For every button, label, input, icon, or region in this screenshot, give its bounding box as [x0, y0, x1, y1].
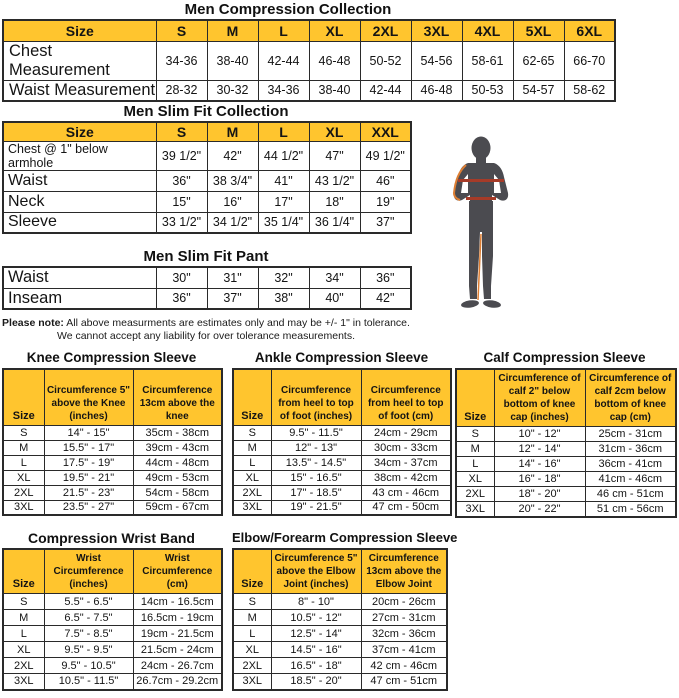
value-cell: 34 1/2" [207, 212, 258, 233]
value-cell: 19cm - 21.5cm [133, 626, 222, 642]
value-cell: 46-48 [309, 41, 360, 80]
table-row [3, 594, 222, 610]
value-cell: 9.5" - 10.5" [44, 658, 133, 674]
value-cell: 14.5" - 16" [271, 642, 361, 658]
row-label: S [3, 425, 44, 440]
value-cell: 41" [258, 170, 309, 191]
tolerance-note [0, 317, 412, 343]
row-label: XL [3, 470, 44, 485]
row-label: M [3, 610, 44, 626]
value-cell: 34cm - 37cm [361, 455, 451, 470]
value-cell: 19" - 21.5" [271, 500, 361, 515]
value-cell: 46 cm - 51cm [585, 487, 676, 502]
value-cell: 16" - 18" [494, 472, 585, 487]
row-label: L [233, 626, 271, 642]
column-header: Circumference from heel to top of foot (inches) [271, 369, 361, 425]
column-header: M [207, 122, 258, 141]
row-label: L [3, 455, 44, 470]
row-label: 3XL [456, 502, 494, 517]
table-row [3, 288, 411, 309]
row-label: Sleeve [3, 212, 156, 233]
value-cell: 36cm - 41cm [585, 457, 676, 472]
column-header: XL [309, 20, 360, 41]
value-cell: 21.5cm - 24cm [133, 642, 222, 658]
table-row [3, 626, 222, 642]
row-label: S [456, 427, 494, 442]
table-row [233, 642, 447, 658]
column-header: Wrist Circumference (inches) [44, 549, 133, 594]
value-cell: 47 cm - 51cm [361, 674, 447, 690]
table-row [3, 212, 411, 233]
value-cell: 17" [258, 191, 309, 212]
value-cell: 19.5" - 21" [44, 470, 133, 485]
row-label: 2XL [233, 658, 271, 674]
ankle-sleeve-title: Ankle Compression Sleeve [254, 350, 429, 365]
value-cell: 42-44 [258, 41, 309, 80]
row-label: 2XL [456, 487, 494, 502]
value-cell: 9.5" - 9.5" [44, 642, 133, 658]
row-label: 3XL [233, 674, 271, 690]
tolerance-note-label: Please note: [2, 317, 64, 329]
chest-measure-line [458, 179, 504, 182]
value-cell: 14" - 16" [494, 457, 585, 472]
value-cell: 24cm - 29cm [361, 425, 451, 440]
column-header: Circumference of calf 2cm below bottom of knee cap (cm) [585, 369, 676, 427]
header-row [3, 122, 411, 141]
value-cell: 46-48 [411, 80, 462, 101]
column-header: Circumference of calf 2" below bottom of knee cap (inches) [494, 369, 585, 427]
value-cell: 16" [207, 191, 258, 212]
value-cell: 8" - 10" [271, 594, 361, 610]
row-label: L [3, 626, 44, 642]
value-cell: 14cm - 16.5cm [133, 594, 222, 610]
value-cell: 6.5" - 7.5" [44, 610, 133, 626]
column-header: M [207, 20, 258, 41]
tolerance-note-line2: We cannot accept any liability for over tolerance measurements. [56, 330, 356, 342]
knee-sleeve-table [2, 368, 223, 516]
header-row [3, 549, 222, 594]
row-label: Neck [3, 191, 156, 212]
value-cell: 38-40 [309, 80, 360, 101]
column-header: Size [233, 369, 271, 425]
waist-measure-line [466, 197, 496, 200]
value-cell: 37" [207, 288, 258, 309]
value-cell: 42-44 [360, 80, 411, 101]
row-label: S [3, 594, 44, 610]
value-cell: 12.5" - 14" [271, 626, 361, 642]
table-row [233, 440, 451, 455]
value-cell: 41cm - 46cm [585, 472, 676, 487]
men-slim-fit-pant-table [2, 266, 412, 310]
value-cell: 24cm - 26.7cm [133, 658, 222, 674]
row-label: M [233, 440, 271, 455]
column-header: Size [3, 20, 156, 41]
value-cell: 15" [156, 191, 207, 212]
men-compression-collection-title: Men Compression Collection [184, 1, 392, 18]
men-compression-collection-table [2, 19, 616, 102]
value-cell: 36" [156, 288, 207, 309]
value-cell: 39cm - 43cm [133, 440, 222, 455]
table-row [233, 674, 447, 690]
value-cell: 36 1/4" [309, 212, 360, 233]
header-row [3, 20, 615, 41]
column-header: 6XL [564, 20, 615, 41]
table-row [233, 658, 447, 674]
men-slim-fit-collection-table [2, 121, 412, 234]
table-row [3, 674, 222, 690]
value-cell: 40" [309, 288, 360, 309]
value-cell: 16.5" - 18" [271, 658, 361, 674]
row-label: Waist Measurement [3, 80, 156, 101]
table-row [3, 658, 222, 674]
column-header: 4XL [462, 20, 513, 41]
table-row [456, 442, 676, 457]
value-cell: 17.5" - 19" [44, 455, 133, 470]
elbow-forearm-sleeve-title: Elbow/Forearm Compression Sleeve [232, 530, 458, 545]
value-cell: 51 cm - 56cm [585, 502, 676, 517]
value-cell: 34-36 [258, 80, 309, 101]
value-cell: 32cm - 36cm [361, 626, 447, 642]
value-cell: 46" [360, 170, 411, 191]
value-cell: 59cm - 67cm [133, 500, 222, 515]
value-cell: 39 1/2" [156, 141, 207, 170]
table-row [3, 141, 411, 170]
value-cell: 7.5" - 8.5" [44, 626, 133, 642]
table-row [456, 472, 676, 487]
value-cell: 15.5" - 17" [44, 440, 133, 455]
value-cell: 36" [360, 267, 411, 288]
tolerance-note-text: All above measurments are estimates only and may be +/- 1" in tolerance. [63, 317, 410, 329]
value-cell: 38-40 [207, 41, 258, 80]
column-header: 3XL [411, 20, 462, 41]
row-label: 3XL [3, 500, 44, 515]
header-row [456, 369, 676, 427]
row-label: 2XL [233, 485, 271, 500]
value-cell: 58-62 [564, 80, 615, 101]
row-label: L [233, 455, 271, 470]
table-row [233, 455, 451, 470]
value-cell: 50-53 [462, 80, 513, 101]
column-header: Size [233, 549, 271, 594]
value-cell: 12" - 13" [271, 440, 361, 455]
value-cell: 16.5cm - 19cm [133, 610, 222, 626]
value-cell: 44 1/2" [258, 141, 309, 170]
table-row [456, 457, 676, 472]
value-cell: 12" - 14" [494, 442, 585, 457]
value-cell: 20" - 22" [494, 502, 585, 517]
value-cell: 37" [360, 212, 411, 233]
row-label: 3XL [3, 674, 44, 690]
value-cell: 20cm - 26cm [361, 594, 447, 610]
value-cell: 54-56 [411, 41, 462, 80]
value-cell: 49 1/2" [360, 141, 411, 170]
value-cell: 54-57 [513, 80, 564, 101]
calf-sleeve-table [455, 368, 677, 518]
row-label: Inseam [3, 288, 156, 309]
value-cell: 27cm - 31cm [361, 610, 447, 626]
value-cell: 10" - 12" [494, 427, 585, 442]
table-row [3, 80, 615, 101]
row-label: 2XL [3, 658, 44, 674]
table-row [3, 470, 222, 485]
row-label: Chest @ 1" below armhole [3, 141, 156, 170]
header-row [233, 549, 447, 594]
column-header: S [156, 20, 207, 41]
column-header: XL [309, 122, 360, 141]
row-label: S [233, 594, 271, 610]
value-cell: 43 1/2" [309, 170, 360, 191]
ankle-sleeve-table [232, 368, 452, 516]
column-header: L [258, 122, 309, 141]
column-header: 5XL [513, 20, 564, 41]
value-cell: 34" [309, 267, 360, 288]
value-cell: 30-32 [207, 80, 258, 101]
row-label: L [456, 457, 494, 472]
value-cell: 54cm - 58cm [133, 485, 222, 500]
value-cell: 13.5" - 14.5" [271, 455, 361, 470]
column-header: Size [3, 369, 44, 425]
row-label: XL [3, 642, 44, 658]
column-header: Circumference from heel to top of foot (cm) [361, 369, 451, 425]
value-cell: 47" [309, 141, 360, 170]
value-cell: 26.7cm - 29.2cm [133, 674, 222, 690]
value-cell: 35 1/4" [258, 212, 309, 233]
header-row [233, 369, 451, 425]
value-cell: 42" [207, 141, 258, 170]
column-header: S [156, 122, 207, 141]
column-header: XXL [360, 122, 411, 141]
value-cell: 35cm - 38cm [133, 425, 222, 440]
table-row [233, 500, 451, 515]
value-cell: 14" - 15" [44, 425, 133, 440]
row-label: Waist [3, 170, 156, 191]
table-row [3, 500, 222, 515]
value-cell: 10.5" - 12" [271, 610, 361, 626]
table-row [233, 425, 451, 440]
row-label: XL [233, 642, 271, 658]
value-cell: 18" - 20" [494, 487, 585, 502]
column-header: Circumference 13cm above the knee [133, 369, 222, 425]
table-row [3, 485, 222, 500]
calf-sleeve-title: Calf Compression Sleeve [483, 350, 646, 365]
row-label: 2XL [3, 485, 44, 500]
value-cell: 33 1/2" [156, 212, 207, 233]
value-cell: 44cm - 48cm [133, 455, 222, 470]
value-cell: 21.5" - 23" [44, 485, 133, 500]
row-label: Chest Measurement [3, 41, 156, 80]
value-cell: 38cm - 42cm [361, 470, 451, 485]
table-row [233, 610, 447, 626]
value-cell: 18.5" - 20" [271, 674, 361, 690]
row-label: S [233, 425, 271, 440]
value-cell: 31" [207, 267, 258, 288]
value-cell: 23.5" - 27" [44, 500, 133, 515]
table-row [3, 610, 222, 626]
header-row [3, 369, 222, 425]
column-header: 2XL [360, 20, 411, 41]
column-header: L [258, 20, 309, 41]
value-cell: 10.5" - 11.5" [44, 674, 133, 690]
table-row [233, 626, 447, 642]
value-cell: 62-65 [513, 41, 564, 80]
value-cell: 37cm - 41cm [361, 642, 447, 658]
value-cell: 47 cm - 50cm [361, 500, 451, 515]
row-label: M [3, 440, 44, 455]
column-header: Size [3, 549, 44, 594]
value-cell: 17" - 18.5" [271, 485, 361, 500]
value-cell: 43 cm - 46cm [361, 485, 451, 500]
value-cell: 25cm - 31cm [585, 427, 676, 442]
table-row [3, 642, 222, 658]
value-cell: 32" [258, 267, 309, 288]
column-header: Size [456, 369, 494, 427]
table-row [3, 191, 411, 212]
table-row [3, 41, 615, 80]
value-cell: 31cm - 36cm [585, 442, 676, 457]
value-cell: 28-32 [156, 80, 207, 101]
row-label: XL [233, 470, 271, 485]
value-cell: 9.5" - 11.5" [271, 425, 361, 440]
row-label: M [233, 610, 271, 626]
value-cell: 38" [258, 288, 309, 309]
table-row [3, 440, 222, 455]
table-row [456, 487, 676, 502]
table-row [233, 594, 447, 610]
knee-sleeve-title: Knee Compression Sleeve [26, 350, 197, 365]
value-cell: 58-61 [462, 41, 513, 80]
column-header: Circumference 13cm above the Elbow Joint [361, 549, 447, 594]
value-cell: 50-52 [360, 41, 411, 80]
wrist-band-title: Compression Wrist Band [28, 530, 195, 546]
row-label: Waist [3, 267, 156, 288]
wrist-band-table [2, 548, 223, 691]
column-header: Size [3, 122, 156, 141]
value-cell: 34-36 [156, 41, 207, 80]
table-row [3, 455, 222, 470]
row-label: 3XL [233, 500, 271, 515]
table-row [3, 170, 411, 191]
column-header: Circumference 5" above the Knee (inches) [44, 369, 133, 425]
tolerance-note-line1 [0, 317, 412, 330]
column-header: Wrist Circumference (cm) [133, 549, 222, 594]
elbow-forearm-sleeve-table [232, 548, 448, 691]
value-cell: 30" [156, 267, 207, 288]
male-silhouette-svg [444, 136, 520, 316]
table-row [456, 427, 676, 442]
table-row [456, 502, 676, 517]
table-row [233, 485, 451, 500]
value-cell: 49cm - 53cm [133, 470, 222, 485]
value-cell: 42" [360, 288, 411, 309]
value-cell: 38 3/4" [207, 170, 258, 191]
value-cell: 18" [309, 191, 360, 212]
value-cell: 30cm - 33cm [361, 440, 451, 455]
table-row [3, 425, 222, 440]
male-silhouette-figure [444, 136, 520, 316]
value-cell: 15" - 16.5" [271, 470, 361, 485]
table-row [3, 267, 411, 288]
value-cell: 5.5" - 6.5" [44, 594, 133, 610]
table-row [233, 470, 451, 485]
value-cell: 19" [360, 191, 411, 212]
row-label: XL [456, 472, 494, 487]
row-label: M [456, 442, 494, 457]
men-slim-fit-collection-title: Men Slim Fit Collection [123, 103, 289, 120]
value-cell: 36" [156, 170, 207, 191]
men-slim-fit-pant-title: Men Slim Fit Pant [143, 248, 269, 265]
column-header: Circumference 5" above the Elbow Joint (inches) [271, 549, 361, 594]
value-cell: 42 cm - 46cm [361, 658, 447, 674]
value-cell: 66-70 [564, 41, 615, 80]
